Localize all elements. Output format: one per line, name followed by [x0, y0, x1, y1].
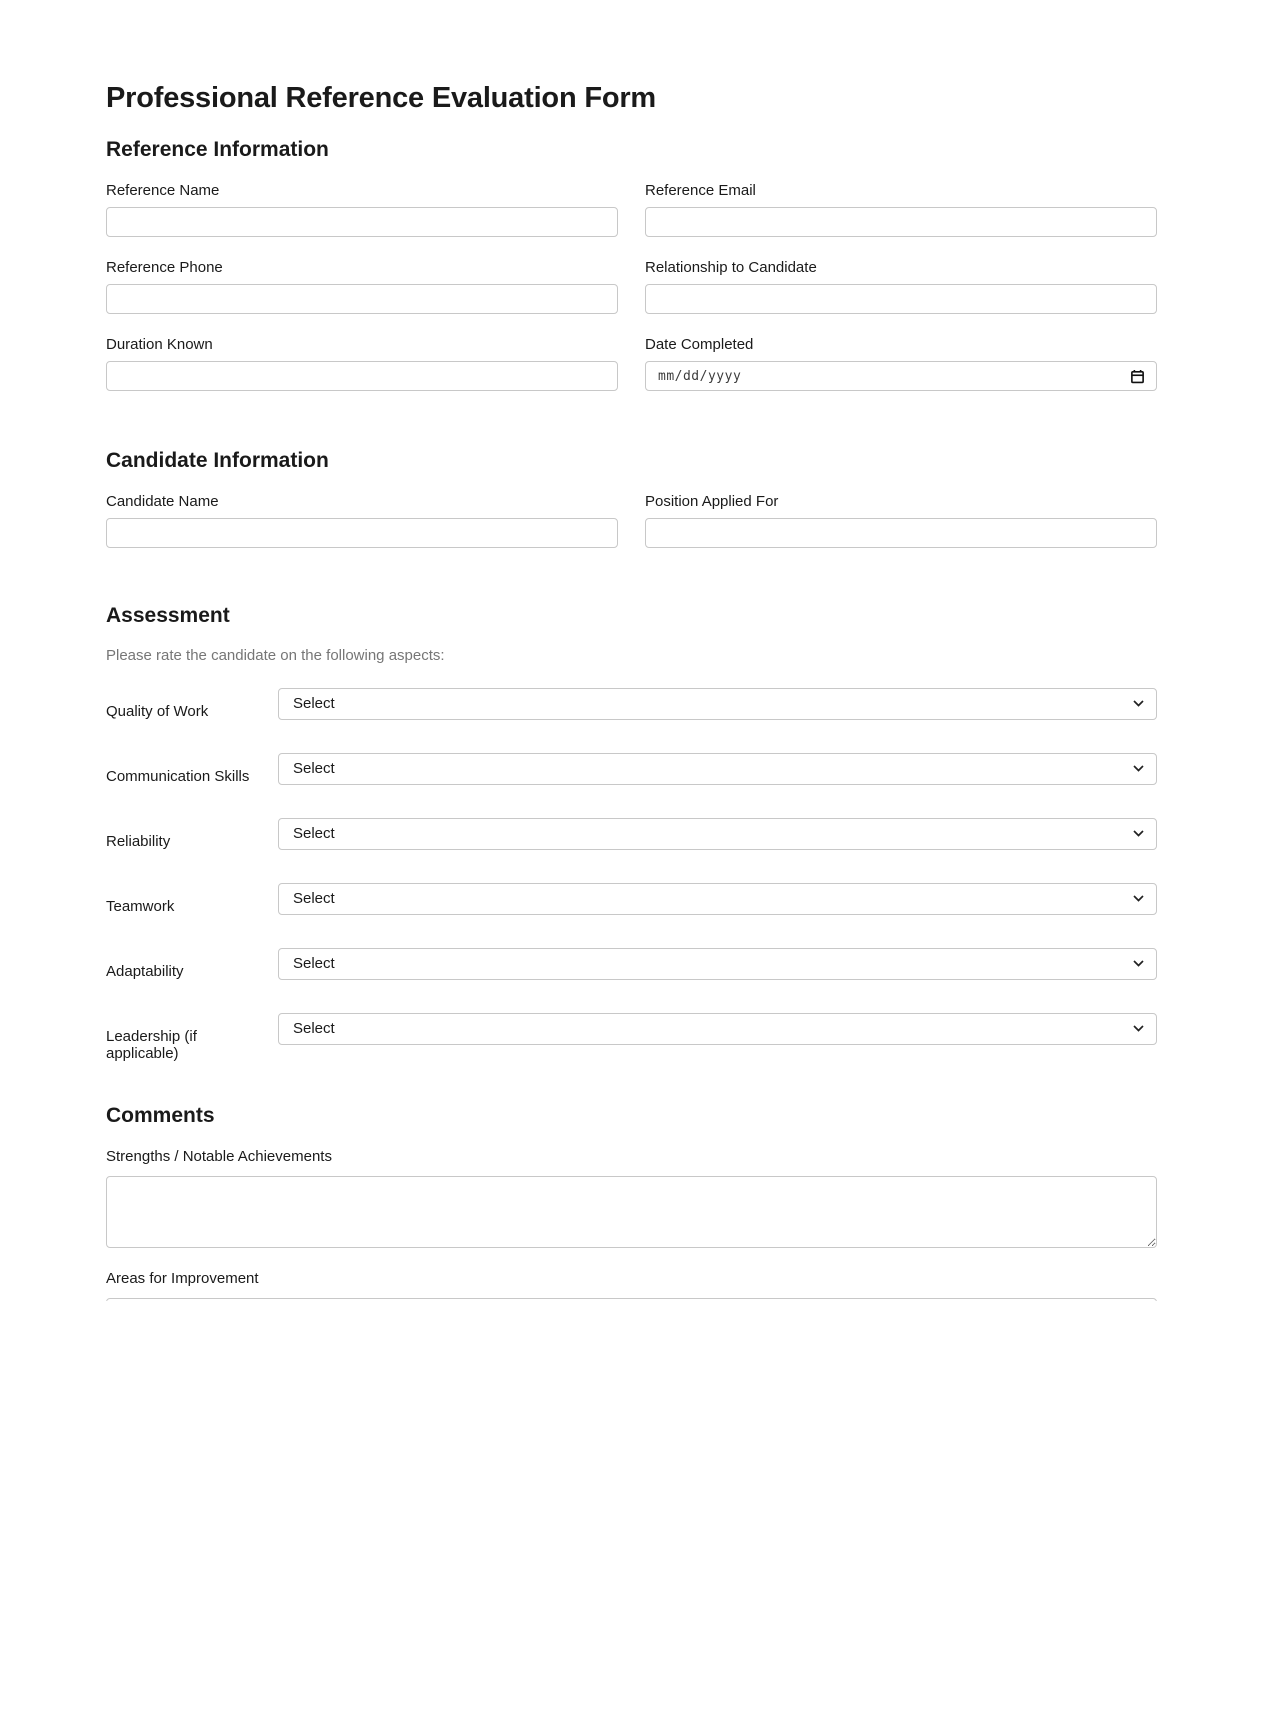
- adaptability-select[interactable]: [278, 948, 1157, 980]
- duration-known-input[interactable]: [106, 361, 618, 391]
- leadership-select-value: Select: [293, 1020, 335, 1038]
- assessment-row-adaptability: [106, 948, 1157, 980]
- candidate-name-label: Candidate Name: [106, 492, 219, 510]
- reference-phone-field: [106, 259, 618, 314]
- position-applied-for-label: Position Applied For: [645, 492, 779, 510]
- assessment-row-communication-skills: [106, 753, 1157, 785]
- assessment-heading: Assessment: [106, 603, 230, 627]
- teamwork-select[interactable]: [278, 883, 1157, 915]
- areas-for-improvement-field: [106, 1270, 1157, 1301]
- areas-for-improvement-label: Areas for Improvement: [106, 1269, 259, 1287]
- assessment-section: [106, 604, 1157, 1062]
- quality-of-work-select[interactable]: [278, 688, 1157, 720]
- candidate-name-field: [106, 493, 618, 548]
- reference-information-heading: Reference Information: [106, 138, 329, 162]
- teamwork-label: Teamwork: [106, 897, 175, 915]
- relationship-to-candidate-field: [645, 259, 1157, 314]
- position-applied-for-input[interactable]: [645, 518, 1157, 548]
- quality-of-work-select-value: Select: [293, 695, 335, 713]
- quality-of-work-label: Quality of Work: [106, 702, 209, 720]
- reference-phone-label: Reference Phone: [106, 259, 223, 277]
- date-completed-label: Date Completed: [645, 336, 754, 354]
- form-container: [106, 0, 1157, 1301]
- comments-section: [106, 1104, 1157, 1301]
- communication-skills-label: Communication Skills: [106, 767, 250, 785]
- relationship-to-candidate-input[interactable]: [645, 284, 1157, 314]
- duration-known-label: Duration Known: [106, 336, 213, 354]
- reference-email-label: Reference Email: [645, 182, 756, 200]
- reliability-select[interactable]: [278, 818, 1157, 850]
- chevron-down-icon: [1133, 1025, 1144, 1032]
- adaptability-select-value: Select: [293, 955, 335, 973]
- reference-phone-input[interactable]: [106, 284, 618, 314]
- assessment-row-teamwork: [106, 883, 1157, 915]
- assessment-row-quality-of-work: [106, 688, 1157, 720]
- reference-information-section: [106, 138, 1157, 391]
- reference-name-field: [106, 182, 618, 237]
- duration-known-field: [106, 336, 618, 391]
- reference-fields-grid: [106, 182, 1157, 391]
- leadership-label: Leadership (if applicable): [106, 1027, 197, 1062]
- date-placeholder: mm/dd/yyyy: [658, 368, 742, 384]
- reference-name-input[interactable]: [106, 207, 618, 237]
- chevron-down-icon: [1133, 895, 1144, 902]
- assessment-rows: [106, 688, 1157, 1062]
- strengths-label: Strengths / Notable Achievements: [106, 1147, 332, 1165]
- assessment-subtitle: Please rate the candidate on the following aspects:: [106, 646, 445, 664]
- areas-for-improvement-textarea[interactable]: [106, 1298, 1157, 1301]
- page-title: Professional Reference Evaluation Form: [106, 82, 657, 114]
- relationship-to-candidate-label: Relationship to Candidate: [645, 259, 817, 277]
- strengths-textarea[interactable]: [106, 1176, 1157, 1248]
- chevron-down-icon: [1133, 700, 1144, 707]
- candidate-fields-grid: [106, 493, 1157, 548]
- calendar-icon[interactable]: [1128, 367, 1146, 385]
- leadership-select[interactable]: [278, 1013, 1157, 1045]
- reference-email-field: [645, 182, 1157, 237]
- adaptability-label: Adaptability: [106, 962, 184, 980]
- teamwork-select-value: Select: [293, 890, 335, 908]
- chevron-down-icon: [1133, 765, 1144, 772]
- comments-heading: Comments: [106, 1103, 215, 1127]
- chevron-down-icon: [1133, 830, 1144, 837]
- date-completed-field: [645, 336, 1157, 391]
- communication-skills-select[interactable]: [278, 753, 1157, 785]
- candidate-name-input[interactable]: [106, 518, 618, 548]
- date-completed-input[interactable]: [645, 361, 1157, 391]
- candidate-information-heading: Candidate Information: [106, 449, 329, 473]
- chevron-down-icon: [1133, 960, 1144, 967]
- reliability-label: Reliability: [106, 832, 171, 850]
- assessment-row-leadership: [106, 1013, 1157, 1062]
- communication-skills-select-value: Select: [293, 760, 335, 778]
- reference-email-input[interactable]: [645, 207, 1157, 237]
- assessment-row-reliability: [106, 818, 1157, 850]
- reference-name-label: Reference Name: [106, 182, 220, 200]
- candidate-information-section: [106, 449, 1157, 547]
- position-applied-for-field: [645, 493, 1157, 548]
- strengths-field: [106, 1148, 1157, 1248]
- reliability-select-value: Select: [293, 825, 335, 843]
